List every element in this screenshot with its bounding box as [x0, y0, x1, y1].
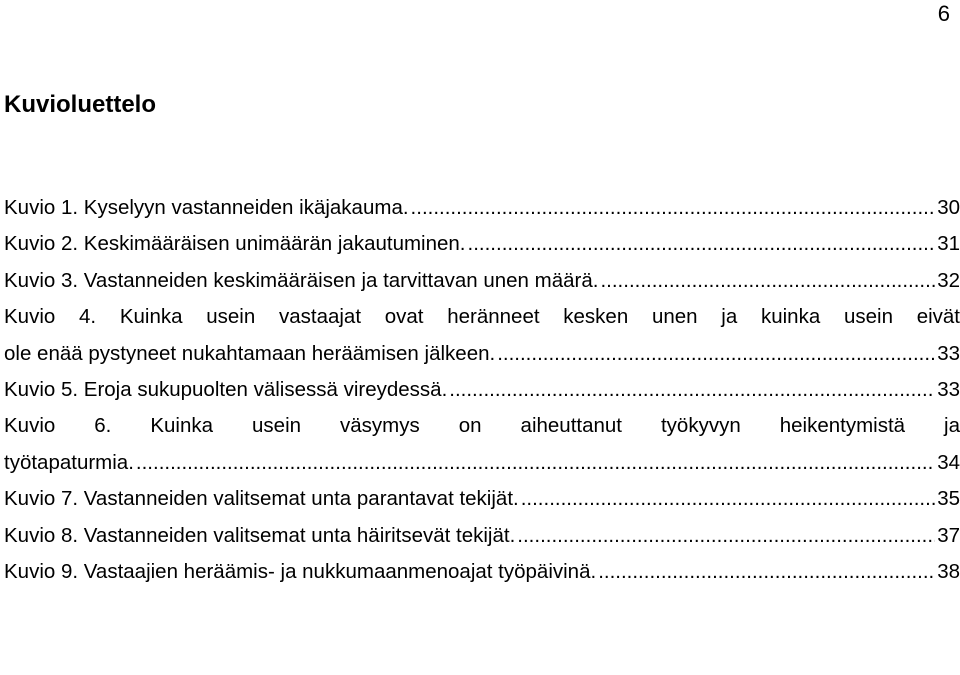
- toc-entry-page: 33: [935, 336, 960, 372]
- toc-entry-page: 35: [935, 481, 960, 517]
- toc-entry-title: Kuvio 8. Vastanneiden valitsemat unta häiritsevät tekijät.: [4, 523, 516, 547]
- toc-entry-kuvio-7[interactable]: [4, 481, 960, 517]
- toc-entry-page: 33: [935, 372, 960, 408]
- toc-entry-kuvio-6[interactable]: [4, 408, 960, 481]
- toc-entry-page: 34: [935, 445, 960, 481]
- list-of-figures-heading: Kuvioluettelo: [4, 91, 157, 118]
- toc-entry-title-line-1: Kuvio 4. Kuinka usein vastaajat ovat heränneet kesken unen ja kuinka usein eivät: [4, 305, 960, 329]
- toc-entry-kuvio-2[interactable]: [4, 226, 960, 262]
- toc-entry-kuvio-4[interactable]: [4, 299, 960, 372]
- toc-entry-page: 31: [935, 226, 960, 262]
- toc-entry-page: 37: [935, 518, 960, 554]
- dot-leader: [600, 263, 935, 299]
- dot-leader: [521, 481, 935, 517]
- toc-entry-page: 30: [935, 190, 960, 226]
- toc-entry-kuvio-1[interactable]: [4, 190, 960, 226]
- toc-entry-kuvio-8[interactable]: [4, 518, 960, 554]
- dot-leader: [497, 336, 935, 372]
- toc-entry-kuvio-5[interactable]: [4, 372, 960, 408]
- toc-entry-title: Kuvio 5. Eroja sukupuolten välisessä vireydessä.: [4, 378, 448, 402]
- dot-leader: [468, 226, 936, 262]
- dot-leader: [411, 190, 936, 226]
- toc-entry-title-line-2: työtapaturmia.: [4, 450, 134, 474]
- toc-entry-title: Kuvio 2. Keskimääräisen unimäärän jakautuminen.: [4, 232, 466, 256]
- toc-entry-title: Kuvio 9. Vastaajien heräämis- ja nukkumaanmenoajat työpäivinä.: [4, 560, 597, 584]
- toc-entry-title-line-1: Kuvio 6. Kuinka usein väsymys on aiheuttanut työkyvyn heikentymistä ja: [4, 414, 960, 438]
- toc-entry-page: 38: [935, 554, 960, 590]
- dot-leader: [136, 445, 935, 481]
- toc-entry-title-line-2: ole enää pystyneet nukahtamaan heräämisen jälkeen.: [4, 341, 496, 365]
- toc-entry-kuvio-9[interactable]: [4, 554, 960, 590]
- toc-entry-title: Kuvio 3. Vastanneiden keskimääräisen ja tarvittavan unen määrä.: [4, 268, 599, 292]
- toc-entry-title: Kuvio 1. Kyselyyn vastanneiden ikäjakauma.: [4, 196, 409, 219]
- dot-leader: [449, 372, 935, 408]
- dot-leader: [598, 554, 935, 590]
- dot-leader: [517, 518, 935, 554]
- page-number: 6: [937, 1, 950, 26]
- toc-entry-page: 32: [935, 263, 960, 299]
- list-of-figures: [4, 190, 960, 590]
- toc-entry-kuvio-3[interactable]: [4, 263, 960, 299]
- toc-entry-title: Kuvio 7. Vastanneiden valitsemat unta parantavat tekijät.: [4, 487, 519, 511]
